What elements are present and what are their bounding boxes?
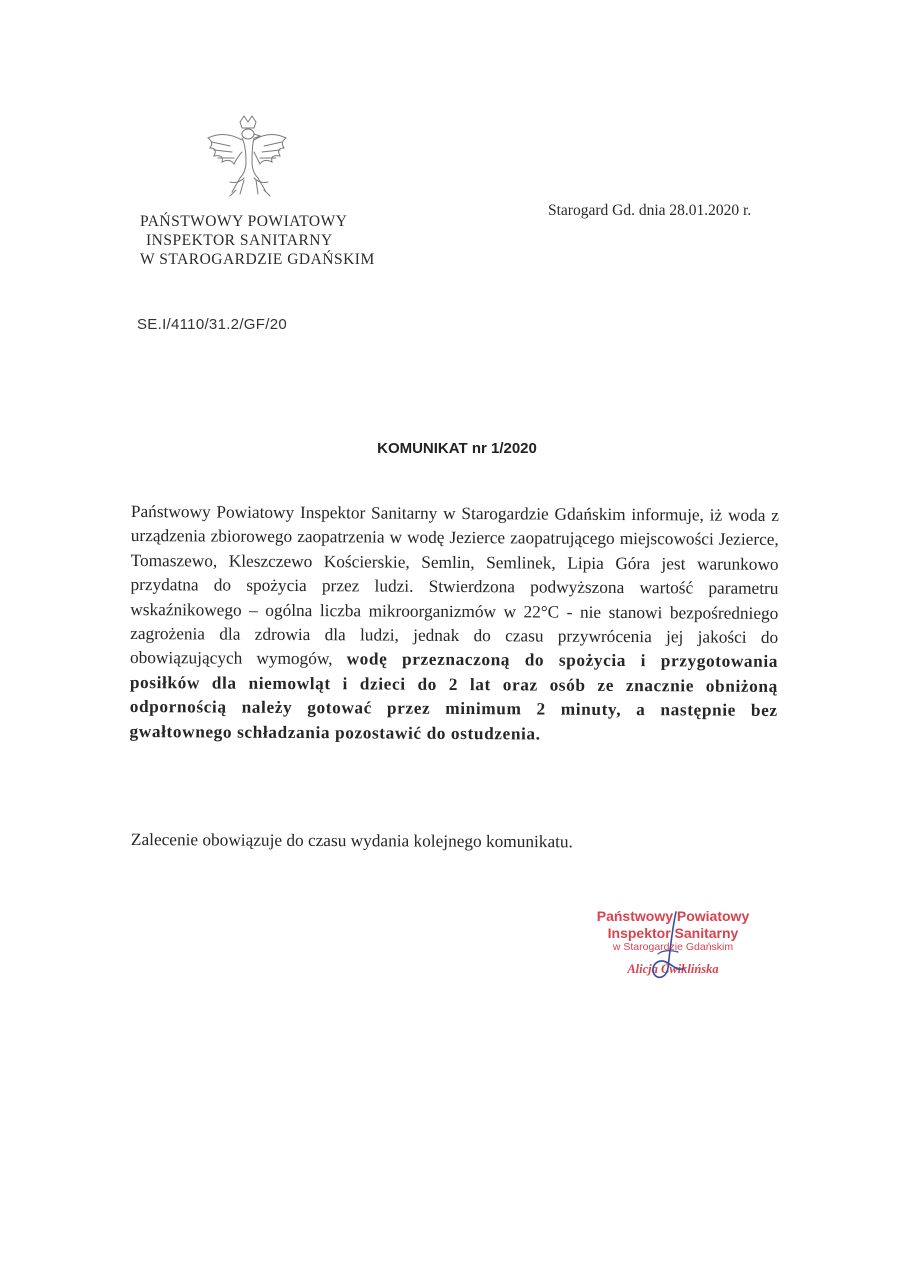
reference-number: SE.I/4110/31.2/GF/20: [137, 316, 287, 333]
stamp-line: w Starogardzie Gdańskim: [612, 941, 734, 953]
authority-line: PAŃSTWOWY POWIATOWY: [140, 213, 348, 230]
body-text: Państwowy Powiatowy Inspektor Sanitarny w Starogardzie Gdańskim informuje, iż woda z urządzenia zbiorowego zaopatrzenia w wodę Jezierce zaopatrującego miejscowości Jezierce, Tomaszewo, Kleszczewo Kościerskie, Semlin, Semlinek, Lipia Góra jest warunkowo przydatna do spożycia przez ludzi. Stwierdzona podwyższona wartość parametru wskaźnikowego – ogólna liczba mikroorganizmów w 22°C - nie stanowi bezpośredniego zagrożenia dla zdrowia dla ludzi, jednak do czasu przywrócenia jej jakości do obowiązujących wymogów,: [129, 501, 779, 669]
signature-icon: [628, 910, 698, 990]
announcement-body: [130, 500, 779, 748]
document-title: KOMUNIKAT nr 1/2020: [377, 440, 537, 457]
stamp-line: Państwowy Powiatowy: [596, 908, 750, 924]
polish-eagle-emblem-icon: [200, 112, 292, 198]
validity-note: Zalecenie obowiązuje do czasu wydania kolejnego komunikatu.: [130, 830, 573, 852]
authority-line: W STAROGARDZIE GDAŃSKIM: [140, 251, 375, 268]
authority-line: INSPEKTOR SANITARNY: [146, 232, 333, 249]
body-text-bold: wodę przeznaczoną do spożycia i przygotowania posiłków dla niemowląt i dzieci do 2 lat oraz osób ze znacznie obniżoną odpornością należy gotować przez minimum 2 minuty, a następnie bez gwałtownego schładzania pozostawić do ostudzenia.: [129, 649, 779, 744]
issuing-authority: [140, 212, 375, 269]
stamp-line: Inspektor Sanitarny: [607, 925, 739, 941]
document-date: Starogard Gd. dnia 28.01.2020 r.: [548, 202, 752, 219]
stamp-name: Alicja Ćwiklińska: [627, 962, 719, 976]
